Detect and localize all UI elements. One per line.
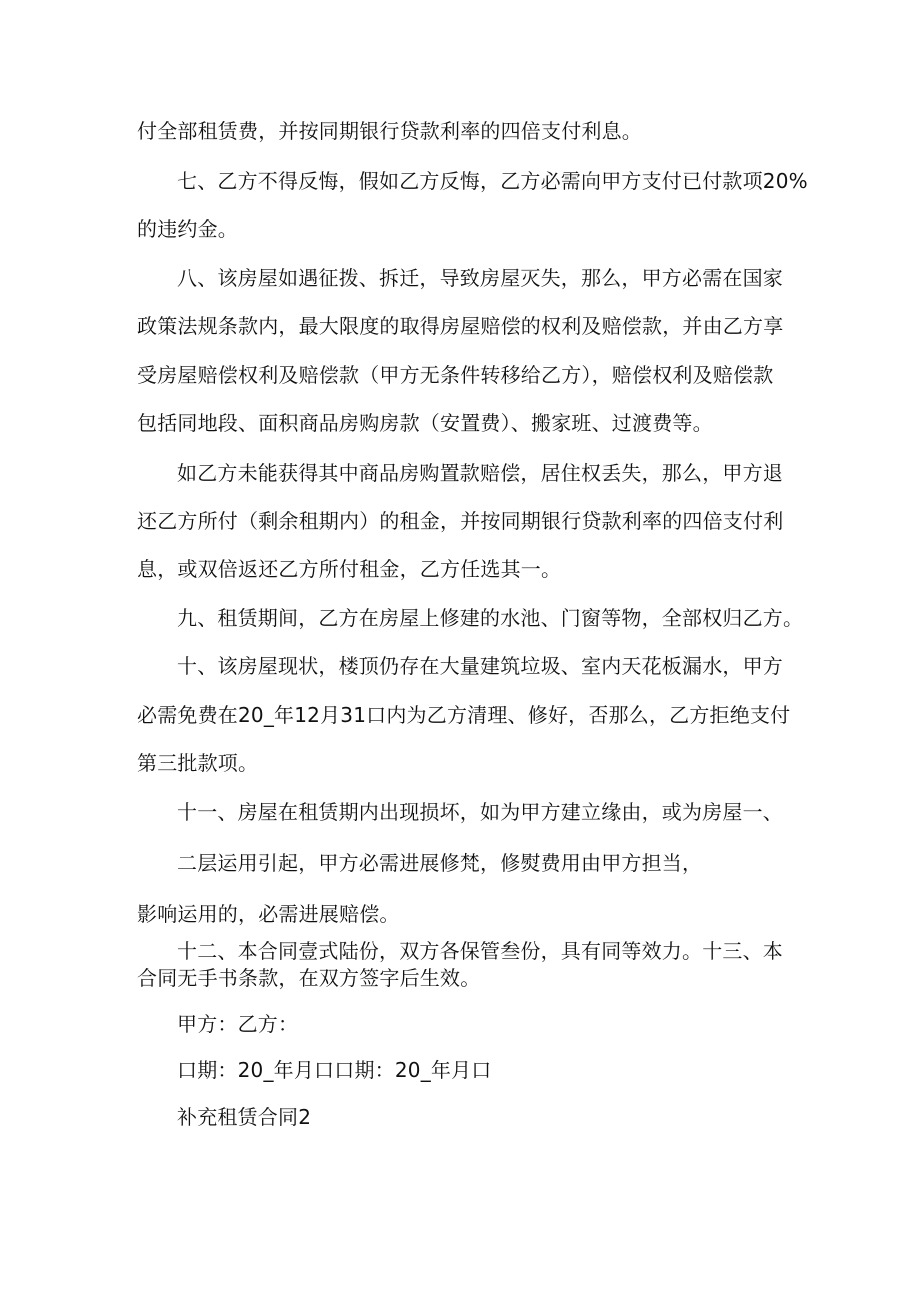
text-line: 的违约金。	[137, 217, 238, 241]
text-line: 十、该房屋现状，楼顶仍存在大量建筑垃圾、室内天花板漏水，甲方	[177, 654, 783, 678]
text-line: 如乙方未能获得其中商品房购置款赔偿，居住权丢失，那么，甲方退	[177, 461, 783, 485]
text-line: 影响运用的，必需进展赔偿。	[137, 902, 400, 926]
text-line: 付全部租赁费，并按同期银行贷款利率的四倍支付利息。	[137, 119, 642, 143]
text-line: 政策法规条款内，最大限度的取得房屋赔偿的权利及赔偿款，并由乙方享	[137, 314, 784, 338]
text-line: 息，或双倍返还乙方所付租金，乙方任选其一。	[137, 557, 562, 581]
text-line: 九、租赁期间，乙方在房屋上修建的水池、门窗等物，全部权归乙方。	[177, 606, 804, 630]
text-line: 必需免费在20_年12月31口内为乙方清理、修好，否那么，乙方拒绝支付	[137, 703, 791, 727]
text-line: 合同无手书条款，在双方签字后生效。	[137, 966, 481, 990]
signature-dates: 口期：20_年月口口期：20_年月口	[177, 1058, 492, 1082]
text-line: 七、乙方不得反悔，假如乙方反悔，乙方必需向甲方支付已付款项20%	[177, 169, 808, 193]
text-line: 八、该房屋如遇征拨、拆迁，导致房屋灭失，那么，甲方必需在国家	[177, 266, 783, 290]
text-line: 受房屋赔偿权利及赔偿款（甲方无条件转移给乙方），赔偿权利及赔偿款	[137, 363, 774, 387]
text-line: 十一、房屋在租赁期内出现损坏，如为甲方建立缘由，或为房屋一、	[177, 800, 783, 824]
text-line: 包括同地段、面积商品房购房款（安置费）、搬家班、过渡费等。	[137, 411, 713, 435]
text-line: 第三批款项。	[137, 751, 259, 775]
section-heading: 补充租赁合同2	[177, 1105, 312, 1129]
text-line: 还乙方所付（剩余租期内）的租金，并按同期银行贷款利率的四倍支付利	[137, 509, 784, 533]
text-line: 十二、本合同壹式陆份，双方各保管叁份，具有同等效力。十三、本	[177, 939, 783, 963]
signature-parties: 甲方：乙方：	[177, 1012, 299, 1036]
text-line: 二层运用引起，甲方必需进展修梵，修熨费用由甲方担当，	[177, 851, 703, 875]
